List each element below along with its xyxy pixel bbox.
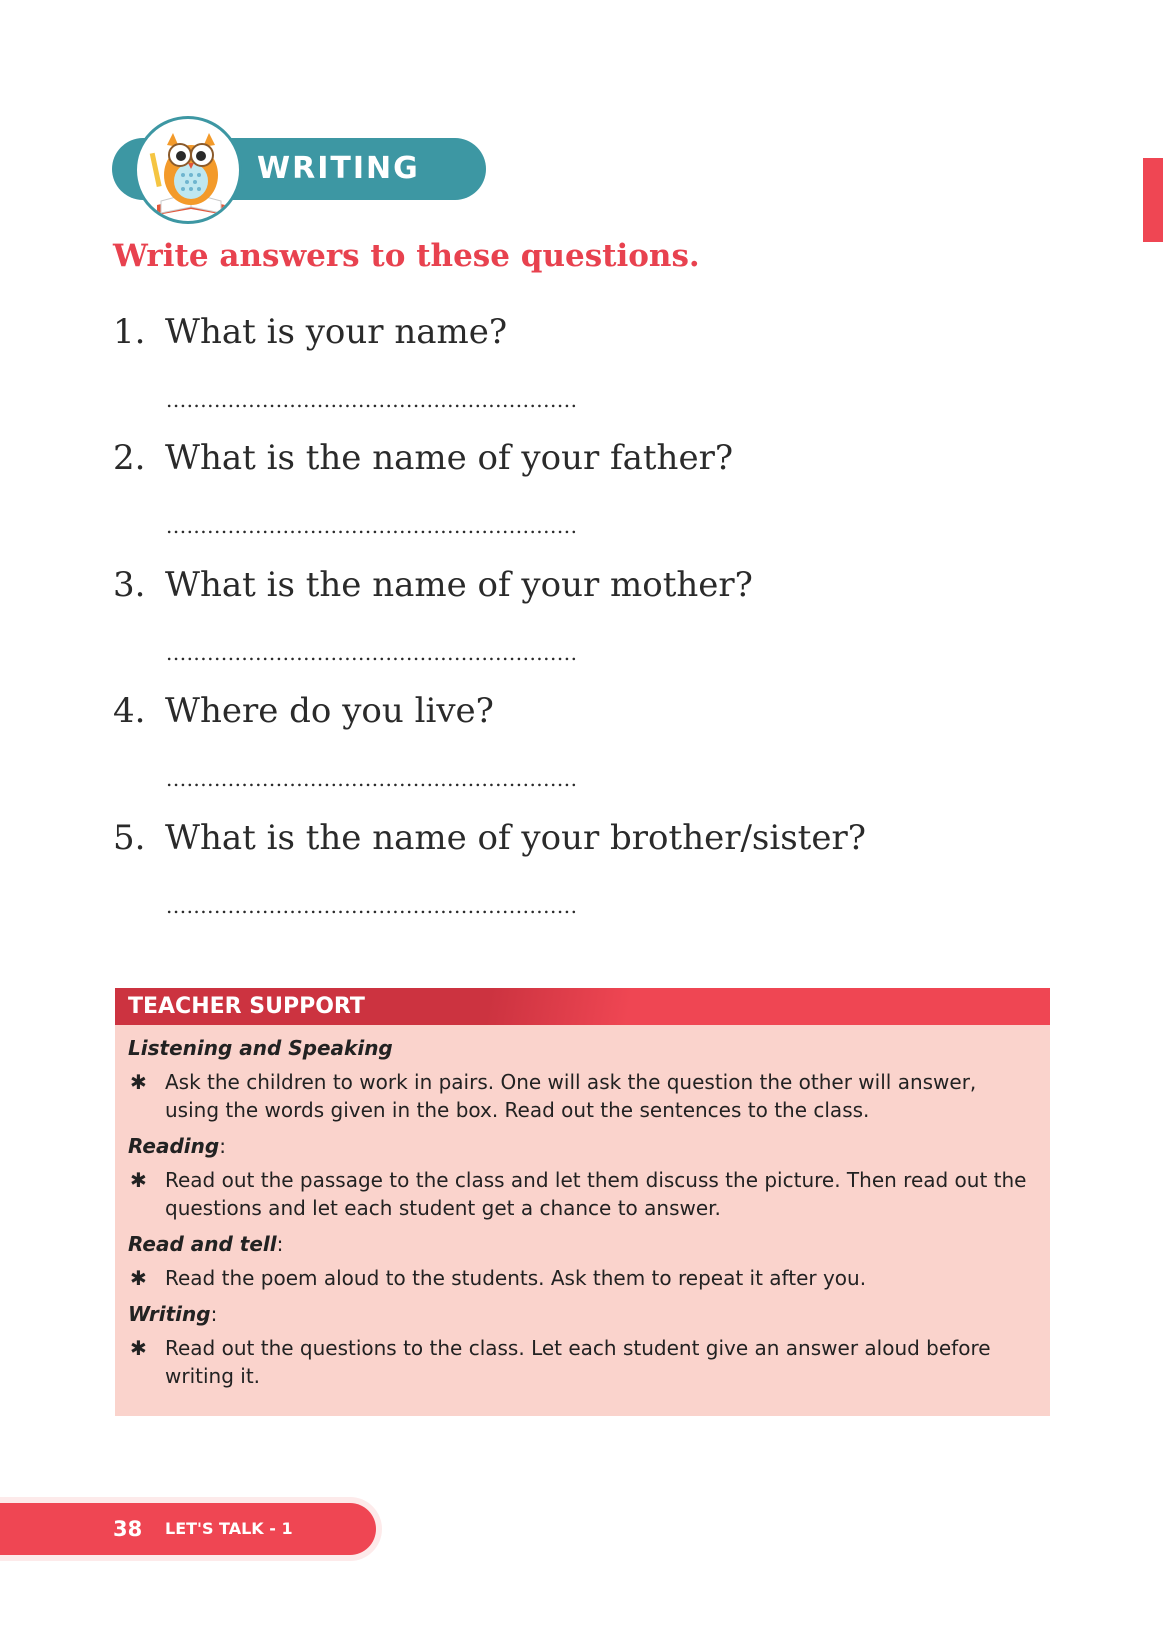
asterisk-bullet-icon: ✱: [130, 1070, 147, 1094]
question-text: What is the name of your mother?: [165, 565, 753, 605]
question-text: Where do you live?: [165, 691, 494, 731]
answer-line-2[interactable]: ............................................................: [166, 514, 578, 538]
answer-line-4[interactable]: ............................................................: [166, 767, 578, 791]
support-item-text: Ask the children to work in pairs. One will ask the question the other will answer, using the words given in the box. Read out the sentences to the class.: [165, 1070, 977, 1122]
question-number: 3.: [113, 565, 146, 605]
page-number: 38: [113, 1517, 143, 1541]
owl-reading-icon: [134, 116, 242, 224]
support-item: [128, 1068, 1033, 1124]
support-heading: Listening and Speaking: [128, 1036, 393, 1060]
teacher-support-title: TEACHER SUPPORT: [128, 994, 365, 1019]
section-header: [112, 116, 486, 226]
question-number: 1.: [113, 312, 146, 352]
asterisk-bullet-icon: ✱: [130, 1168, 147, 1192]
question-number: 2.: [113, 438, 146, 478]
question-3: [113, 565, 753, 605]
instruction-heading: Write answers to these questions.: [113, 238, 700, 274]
support-heading: Writing:: [128, 1302, 218, 1326]
question-text: What is your name?: [165, 312, 508, 352]
question-number: 4.: [113, 691, 146, 731]
book-title: LET'S TALK - 1: [165, 1519, 293, 1538]
support-item-text: Read out the questions to the class. Let each student give an answer aloud before writing it.: [165, 1336, 991, 1388]
side-edge-tab: [1143, 158, 1163, 242]
question-5: [113, 818, 866, 858]
answer-line-3[interactable]: ............................................................: [166, 641, 578, 665]
teacher-support-box: [115, 988, 1050, 1416]
question-text: What is the name of your brother/sister?: [165, 818, 866, 858]
support-item: [128, 1334, 1033, 1390]
question-1: [113, 312, 507, 352]
asterisk-bullet-icon: ✱: [130, 1336, 147, 1360]
question-4: [113, 691, 494, 731]
answer-line-1[interactable]: ............................................................: [166, 388, 578, 412]
support-item-text: Read out the passage to the class and let them discuss the picture. Then read out the questions and let each student get a chance to answer.: [165, 1168, 1027, 1220]
support-item: [128, 1264, 1033, 1292]
teacher-support-content: [128, 1034, 1033, 1398]
support-heading: Reading:: [128, 1134, 226, 1158]
question-number: 5.: [113, 818, 146, 858]
support-heading: Read and tell:: [128, 1232, 284, 1256]
question-2: [113, 438, 733, 478]
asterisk-bullet-icon: ✱: [130, 1266, 147, 1290]
support-item: [128, 1166, 1033, 1222]
question-text: What is the name of your father?: [165, 438, 734, 478]
answer-line-5[interactable]: ............................................................: [166, 894, 578, 918]
section-title: WRITING: [257, 151, 420, 186]
support-item-text: Read the poem aloud to the students. Ask them to repeat it after you.: [165, 1266, 867, 1290]
